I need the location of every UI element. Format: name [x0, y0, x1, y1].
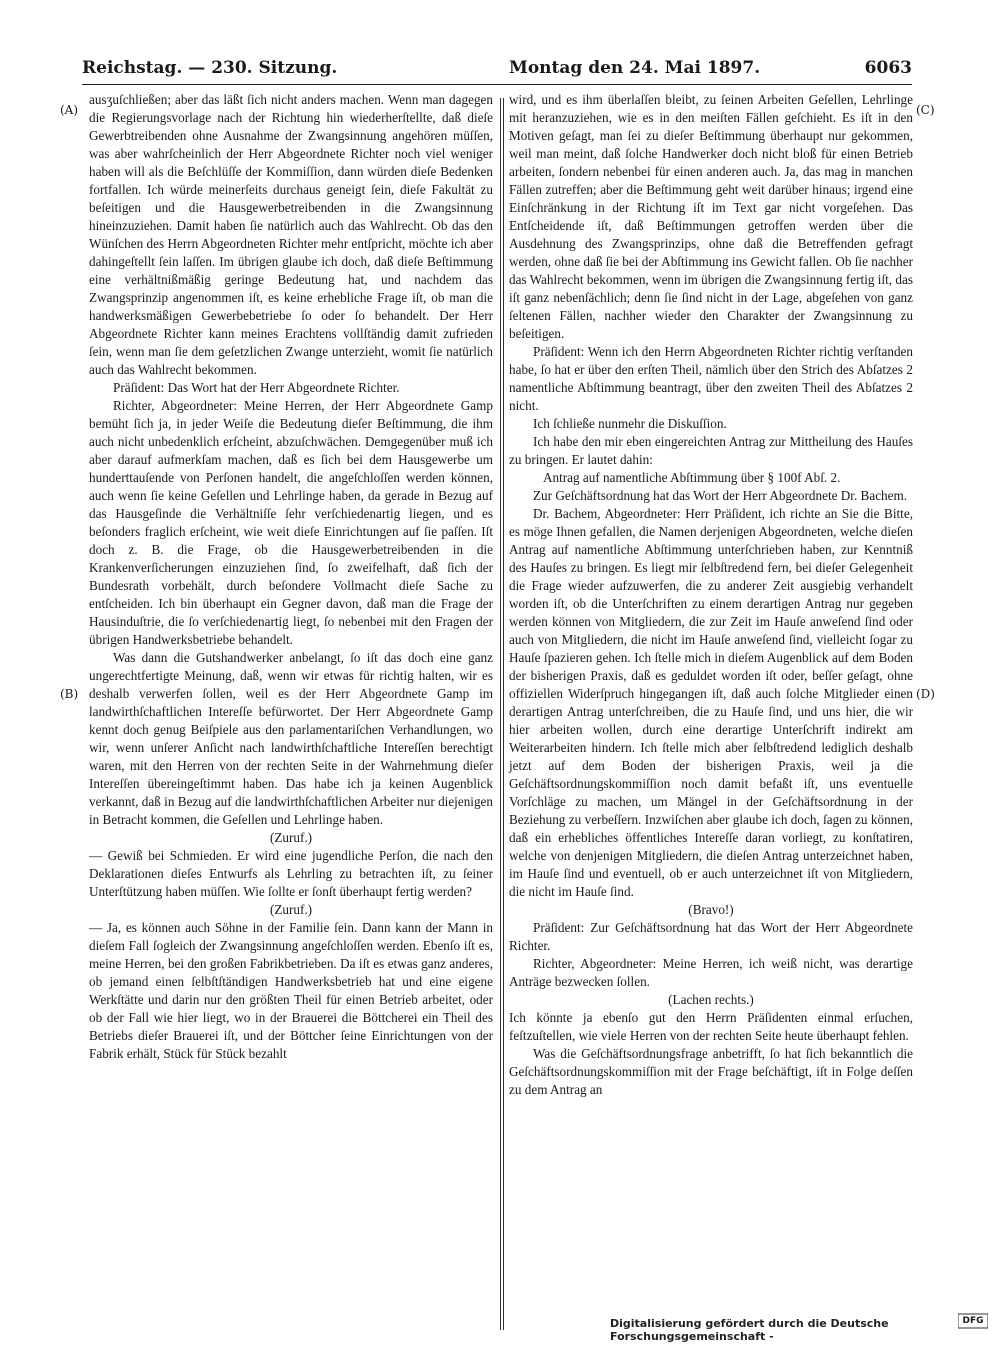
paragraph: Präſident: Das Wort hat der Herr Abgeordnete Richter.: [113, 380, 400, 395]
left-column: [89, 91, 493, 1063]
paragraph: Ich habe den mir eben eingereichten Antrag zur Mittheilung des Hauſes zu bringen. Er lautet dahin:: [509, 434, 913, 467]
paragraph: — Ja, es können auch Söhne in der Familie ſein. Dann kann der Mann in dieſem Fall ſogleich der Zwangsinnung angeſchloſſen werden. Ebenſo iſt es, meine Herren, bei den großen Fabrikbetrieben. Da iſt es etwas ganz anderes, ob jemand einen ſelbſtſtändigen Handwerksbetrieb hat und eine eigene Werkſtätte und darin nur den größten Theil für einen Betrieb arbeitet, oder ob der Fall wie hier liegt, wo in der Brauerei die Böttcherei ein Theil des Betriebs dieſer Brauerei iſt, und der Böttcher ſeine Einrichtungen von der Fabrik erhält, Stück für Stück bezahlt: [89, 920, 493, 1061]
paragraph: Richter, Abgeordneter: Meine Herren, der Herr Abgeordnete Gamp bemüht ſich ja, in jeder Weiſe die Bedeutung dieſer Beſtimmung, die ihm auch nicht unbedenklich erſcheint, abzuſchwächen. Demgegenüber muß ich aber darauf aufmerkſam machen, daß es ſich bei dem Hausgewerbe um hunderttauſende von Perſonen handelt, die angeſchloſſen werden können, auch wenn ſie keine Geſellen und Lehrlinge haben, da gerade in Bezug auf das Hausgeſinde die Verhältniſſe ſehr verſchiedenartig liegen, und es beſonders fraglich erſcheint, wie weit dieſe Einrichtungen auf ſie paſſen. Iſt doch z. B. die Frage, ob die Hausgewerbetreibenden in die Krankenverſicherungen einzuziehen ſind, ſo zweifelhaft, daß ſich der Bundesrath vorbehält, durch beſondere Vollmacht dieſe Sache zu entſcheiden. Ich bin überhaupt ein Gegner davon, daß man die Frage der Hausinduſtrie, die ſo verſchiedenartig liegt, ſo nebenbei mit den Fragen der übrigen Handwerksbetriebe behandelt.: [89, 398, 493, 647]
margin-marker-c: (C): [916, 103, 935, 117]
margin-marker-a: (A): [60, 103, 79, 117]
paragraph: Präſident: Wenn ich den Herrn Abgeordneten Richter richtig verſtanden habe, ſo hat er über den erſten Theil, nämlich über den Strich des Abſatzes 2 namentliche Abſtimmung beantragt, über den zweiten Theil des Abſatzes 2 nicht.: [509, 344, 913, 413]
motion-text: Antrag auf namentliche Abſtimmung über § 100f Abſ. 2.: [543, 470, 841, 485]
column-divider: [500, 98, 501, 1330]
header-rule: [82, 84, 912, 85]
page-number: 6063: [864, 58, 912, 78]
paragraph: Richter, Abgeordneter: Meine Herren, ich weiß nicht, was derartige Anträge bezwecken ſollen.: [509, 956, 913, 989]
paragraph: Was die Geſchäftsordnungsfrage anbetrifft, ſo hat ſich bekanntlich die Geſchäftsordnungskommiſſion mit der Frage beſchäftigt, iſt in Folge deſſen zu dem Antrag an: [509, 1046, 913, 1097]
paragraph: Dr. Bachem, Abgeordneter: Herr Präſident, ich richte an Sie die Bitte, es möge Ihnen gefallen, die Namen derjenigen Abgeordneten, welche dieſen Antrag auf namentliche Abſtimmung unterſchrieben haben, zur Kenntniß des Hauſes zu bringen. Es liegt mir ſelbſtredend fern, bei dieſer Gelegenheit die Frage wieder aufzuwerfen, die zu anderer Zeit ausgiebig verhandelt worden iſt, ob die Unterſchriften zu einem derartigen Antrag nur gegeben werden können von Mitgliedern, die zur Zeit im Hauſe anweſend ſind oder auch von Mitgliedern, die nicht im Hauſe anweſend ſind, vielleicht ſogar zu Hauſe ſpazieren gehen. Ich ſtelle mich in dieſem Augenblick auf dem Boden der bisherigen Praxis, daß es geduldet worden iſt oder, beſſer geſagt, ohne offiziellen Widerſpruch hingegangen iſt, daß auch ſolche Mitglieder einen derartigen Antrag unterſchreiben, die zu Hauſe ſind, und uns hier, die wir hier arbeiten wollen, durch eine derartige Unterſchrift indirekt am Weiterarbeiten hindern. Ich ſtelle mich aber ſelbſtredend lediglich deshalb jetzt auf dem Boden der bisherigen Praxis, weil ja die Geſchäftsordnungskommiſſion noch damit befaßt iſt, uns eventuelle Vorſchläge zu machen, um Mängel in der Geſchäftsordnung in der Beziehung zu verbeſſern. Inzwiſchen aber glaube ich doch, ſagen zu können, daß ein erhebliches öffentliches Intereſſe daran vorliegt, zu konſtatiren, welche von denjenigen Mitgliedern, die dieſen Antrag unterzeichnet haben, im Hauſe ſind und eventuell, ob er auch unterzeichnet iſt von Mitgliedern, die nicht im Hauſe ſind.: [509, 506, 913, 899]
paragraph: — Gewiß bei Schmieden. Er wird eine jugendliche Perſon, die nach den Deklarationen dieſes Entwurfs als Lehrling zu betrachten iſt, zu ſeiner Unterſtützung haben müſſen. Wie ſollte er ſonſt überhaupt fertig werden?: [89, 848, 493, 899]
paragraph: Zur Geſchäftsordnung hat das Wort der Herr Abgeordnete Dr. Bachem.: [533, 488, 908, 503]
margin-marker-b: (B): [60, 687, 79, 701]
interjection: (Zuruf.): [269, 902, 313, 917]
paragraph: ausʒuſchließen; aber das läßt ſich nicht anders machen. Wenn man dagegen die Regierungsvorlage nach der Richtung hin wiederherſtellte, daß dieſe Gewerbtreibenden ohne Ausnahme der Zwangsinnung angehören müſſen, was aber wahrſcheinlich der Herr Abgeordnete Richter noch viel weniger haben will als die Beſchlüſſe der Kommiſſion, dann würden dieſe Bedenken fortfallen. Ich würde meinerſeits durchaus geneigt ſein, dieſe Fakultät zu beſeitigen und die Hausgewerbetreibenden in die Zwangsinnung hineinzuziehen. Damit haben ſie natürlich auch das Wahlrecht. Ob das den Wünſchen des Herrn Abgeordneten Richter mehr entſpricht, möchte ich aber dahingeſtellt ſein laſſen. Im übrigen glaube ich doch, daß dieſe Beſtimmung eine verhältnißmäßig geringe Bedeutung hat, und nachdem das Zwangsprinzip angenommen iſt, es keine erhebliche Frage iſt, ob man die handwerksmäßigen Gewerbebetriebe ſo oder ſo behandelt. Der Herr Abgeordnete Richter kann meines Erachtens vollſtändig damit zufrieden ſein, wenn man ſie dem geſetzlichen Zwange unterzieht, womit ſie natürlich auch das Wahlrecht bekommen.: [89, 92, 493, 377]
right-column: [509, 91, 913, 1099]
running-header: [82, 58, 912, 84]
paragraph: Ich ſchließe nunmehr die Diskuſſion.: [533, 416, 727, 431]
dfg-logo-text: DFG: [962, 1316, 984, 1326]
column-divider: [503, 98, 504, 1330]
digitization-credit: Digitalisierung gefördert durch die Deutsche Forschungsgemeinschaft -: [610, 1317, 889, 1343]
header-date: Montag den 24. Mai 1897.: [509, 58, 761, 78]
paragraph: Was dann die Gutshandwerker anbelangt, ſo iſt das doch eine ganz ungerechtfertigte Meinung, daß, wenn wir etwas für richtig halten, wir es deshalb verwerfen ſollen, weil es der Herr Abgeordnete Gamp im landwirthſchaftlichen Intereſſe befürwortet. Der Herr Abgeordnete Gamp kennt doch genug Beiſpiele aus den parlamentariſchen Verhandlungen, wo wir, wenn unſerer Anſicht nach landwirthſchaftliche Intereſſen berechtigt waren, mit den Herren von der rechten Seite in der Wahrnehmung dieſer Intereſſen übereingeſtimmt haben. Das habe ich ja keinen Augenblick verkannt, daß in Bezug auf die landwirthſchaftlichen Arbeiter nur diejenigen in Betracht kommen, die Geſellen und Lehrlinge haben.: [89, 650, 493, 827]
margin-marker-d: (D): [916, 687, 935, 701]
paragraph: Ich könnte ja ebenſo gut den Herrn Präſidenten einmal erſuchen, feſtzuſtellen, wie viele Herren von der rechten Seite heute überhaupt fehlen.: [509, 1010, 913, 1043]
paragraph: Präſident: Zur Geſchäftsordnung hat das Wort der Herr Abgeordnete Richter.: [509, 920, 913, 953]
paragraph: wird, und es ihm überlaſſen bleibt, zu ſeinen Arbeiten Geſellen, Lehrlinge mit heranzuziehen, wie es in den meiſten Fällen geſchieht. Es iſt in den Motiven geſagt, man ſei zu dieſer Beſtimmung überhaupt nur gekommen, weil man meint, daß ſolche Handwerker doch nicht bloß für einen Betrieb arbeiten, ſondern nebenbei für einen anderen auch. Ja, das mag in manchen Fällen zutreffen; aber die Beſtimmung geht weit darüber hinaus; irgend eine Einſchränkung in der Richtung iſt im Text gar nicht vorgeſehen. Das Entſcheidende iſt, daß Beſtimmungen getroffen werden über die Ausdehnung des Zwangsprinzips, ohne daß die Betreffenden gefragt werden, ohne daß ſie bei der Abſtimmung ins Gewicht fallen. Ob ſie nachher das Wahlrecht bekommen, wenn im übrigen die Zwangsinnung fertig iſt, das iſt ganz nebenſächlich; denn ſie ſind nicht in der Lage, abgeſehen von ganz ſeltenen Fällen, nachher wieder den Charakter der Zwangsinnung zu beſeitigen.: [509, 92, 913, 341]
interjection: (Lachen rechts.): [668, 992, 754, 1007]
interjection: (Bravo!): [688, 902, 734, 917]
header-title: Reichstag. — 230. Sitzung.: [82, 58, 338, 78]
dfg-logo: [958, 1312, 988, 1330]
interjection: (Zuruf.): [269, 830, 313, 845]
